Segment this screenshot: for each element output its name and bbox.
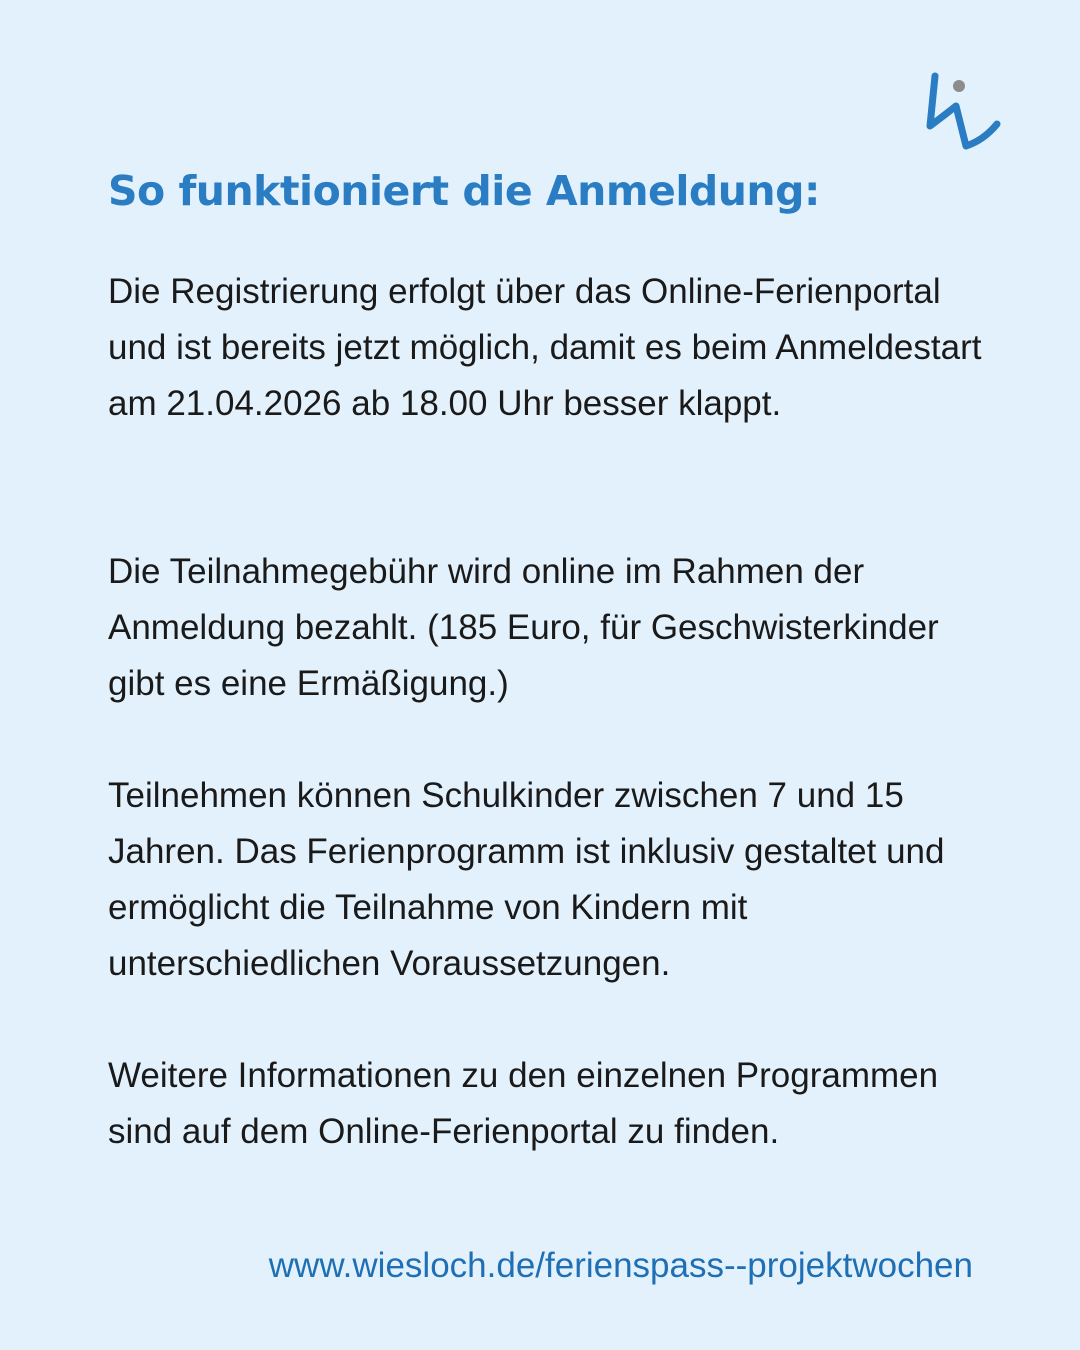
wiesloch-logo-icon xyxy=(922,70,1006,158)
paragraph-participants: Teilnehmen können Schulkinder zwischen 7 und 15 Jahren. Das Ferienprogramm ist inklusiv gestaltet und ermöglicht die Teilnahme von Kindern mit unterschiedlichen Voraussetzungen. xyxy=(108,776,945,983)
paragraph-fee: Die Teilnahmegebühr wird online im Rahmen der Anmeldung bezahlt. (185 Euro, für Geschwisterkinder gibt es eine Ermäßigung.) xyxy=(108,552,939,703)
page-title: So funktioniert die Anmeldung: xyxy=(108,167,820,215)
website-link[interactable]: www.wiesloch.de/ferienspass--projektwochen xyxy=(268,1246,973,1285)
paragraph-registration: Die Registrierung erfolgt über das Online-Ferienportal und ist bereits jetzt möglich, damit es beim Anmeldestart am 21.04.2026 ab 18.00 Uhr besser klappt. xyxy=(108,272,982,423)
paragraph-more-info: Weitere Informationen zu den einzelnen Programmen sind auf dem Online-Ferienportal zu finden. xyxy=(108,1056,939,1151)
